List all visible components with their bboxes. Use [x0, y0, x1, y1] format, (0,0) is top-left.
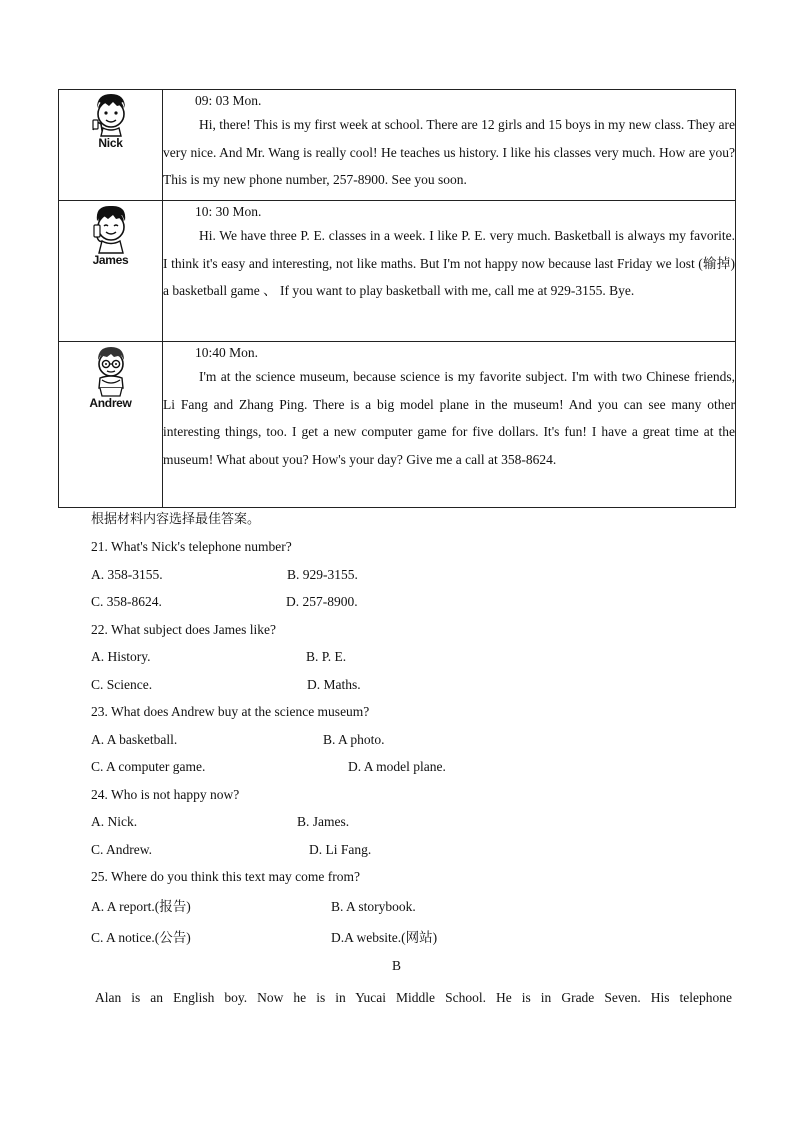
option-a: A. History.	[91, 649, 151, 664]
option-row	[91, 891, 741, 922]
message-cell	[163, 342, 736, 508]
boy-glasses-cartoon-icon	[90, 342, 132, 398]
option-c: C. A computer game.	[91, 759, 206, 774]
avatar-name: Andrew	[89, 396, 132, 410]
option-d: D.A website.(网站)	[331, 929, 438, 945]
option-b: B. 929-3155.	[287, 566, 358, 582]
message-row-nick	[59, 90, 736, 201]
option-c: C. Andrew.	[91, 841, 152, 857]
instruction-text: 根据材料内容选择最佳答案。	[91, 512, 261, 527]
option-d: D. 257-8900.	[286, 594, 358, 609]
questions-section	[91, 506, 741, 953]
option-row	[91, 726, 741, 754]
option-c: C. A notice.(公告)	[91, 929, 191, 945]
avatar-cell	[59, 90, 163, 201]
option-row	[91, 753, 741, 781]
option-a: A. A basketball.	[91, 731, 178, 747]
messages-table	[58, 89, 736, 508]
option-d: D. A model plane.	[348, 759, 446, 774]
option-c: C. Science.	[91, 676, 153, 692]
option-a: A. 358-3155.	[91, 566, 163, 582]
option-b: B. A storybook.	[331, 898, 416, 914]
avatar-name: Nick	[98, 136, 123, 150]
message-cell	[163, 90, 736, 201]
avatar-cell	[59, 342, 163, 508]
option-c: C. 358-8624.	[91, 594, 162, 609]
option-row	[91, 561, 741, 589]
question-stem: 21. What's Nick's telephone number?	[91, 539, 292, 554]
option-d: D. Maths.	[307, 676, 361, 692]
section-b-passage: Alan is an English boy. Now he is in Yucai Middle School. He is in Grade Seven. His telephone	[95, 990, 732, 1005]
option-d: D. Li Fang.	[309, 841, 372, 857]
option-row	[91, 588, 741, 616]
message-text: Hi. We have three P. E. classes in a week. I like P. E. very much. Basketball is always my favorite. I think it's easy and interesting, not like maths. But I'm not happy now because last Friday we lost (输掉) a basketball game 、 If you want to play basketball with me, call me at 929-3155. Bye.	[163, 228, 735, 299]
option-row	[91, 643, 741, 671]
option-row	[91, 671, 741, 699]
message-text: Hi, there! This is my first week at school. There are 12 girls and 15 boys in my new class. They are very nice. And Mr. Wang is really cool! He teaches us history. I like his classes very much. How are you? This is my new phone number, 257-8900. See you soon.	[163, 117, 735, 188]
question-stem: 24. Who is not happy now?	[91, 786, 240, 802]
question-stem: 25. Where do you think this text may come from?	[91, 869, 360, 884]
message-time: 10: 30 Mon.	[195, 204, 262, 219]
message-text: I'm at the science museum, because science is my favorite subject. I'm with two Chinese friends, Li Fang and Zhang Ping. There is a big model plane in the museum! And you can see many other interesting things, too. I get a new computer game for five dollars. It's fun! I have a great time at the museum! What about you? How's your day? Give me a call at 358-8624.	[163, 369, 735, 468]
option-b: B. James.	[297, 814, 350, 829]
nick-avatar	[76, 90, 146, 150]
message-time: 09: 03 Mon.	[195, 93, 262, 108]
boy-cartoon-icon	[89, 90, 133, 138]
avatar-name: James	[92, 253, 129, 267]
option-a: A. Nick.	[91, 814, 138, 829]
boy-phone-cartoon-icon	[89, 201, 133, 255]
message-row-james	[59, 201, 736, 342]
andrew-avatar	[76, 342, 146, 410]
option-b: B. A photo.	[323, 731, 385, 747]
message-time: 10:40 Mon.	[195, 345, 259, 360]
question-stem: 23. What does Andrew buy at the science museum?	[91, 704, 370, 719]
question-stem: 22. What subject does James like?	[91, 621, 276, 637]
message-cell	[163, 201, 736, 342]
section-b-label: B	[391, 958, 401, 973]
option-row	[91, 922, 741, 953]
message-row-andrew	[59, 342, 736, 508]
option-a: A. A report.(报告)	[91, 898, 191, 914]
avatar-cell	[59, 201, 163, 342]
option-b: B. P. E.	[306, 649, 347, 664]
james-avatar	[76, 201, 146, 267]
option-row	[91, 836, 741, 864]
option-row	[91, 808, 741, 836]
